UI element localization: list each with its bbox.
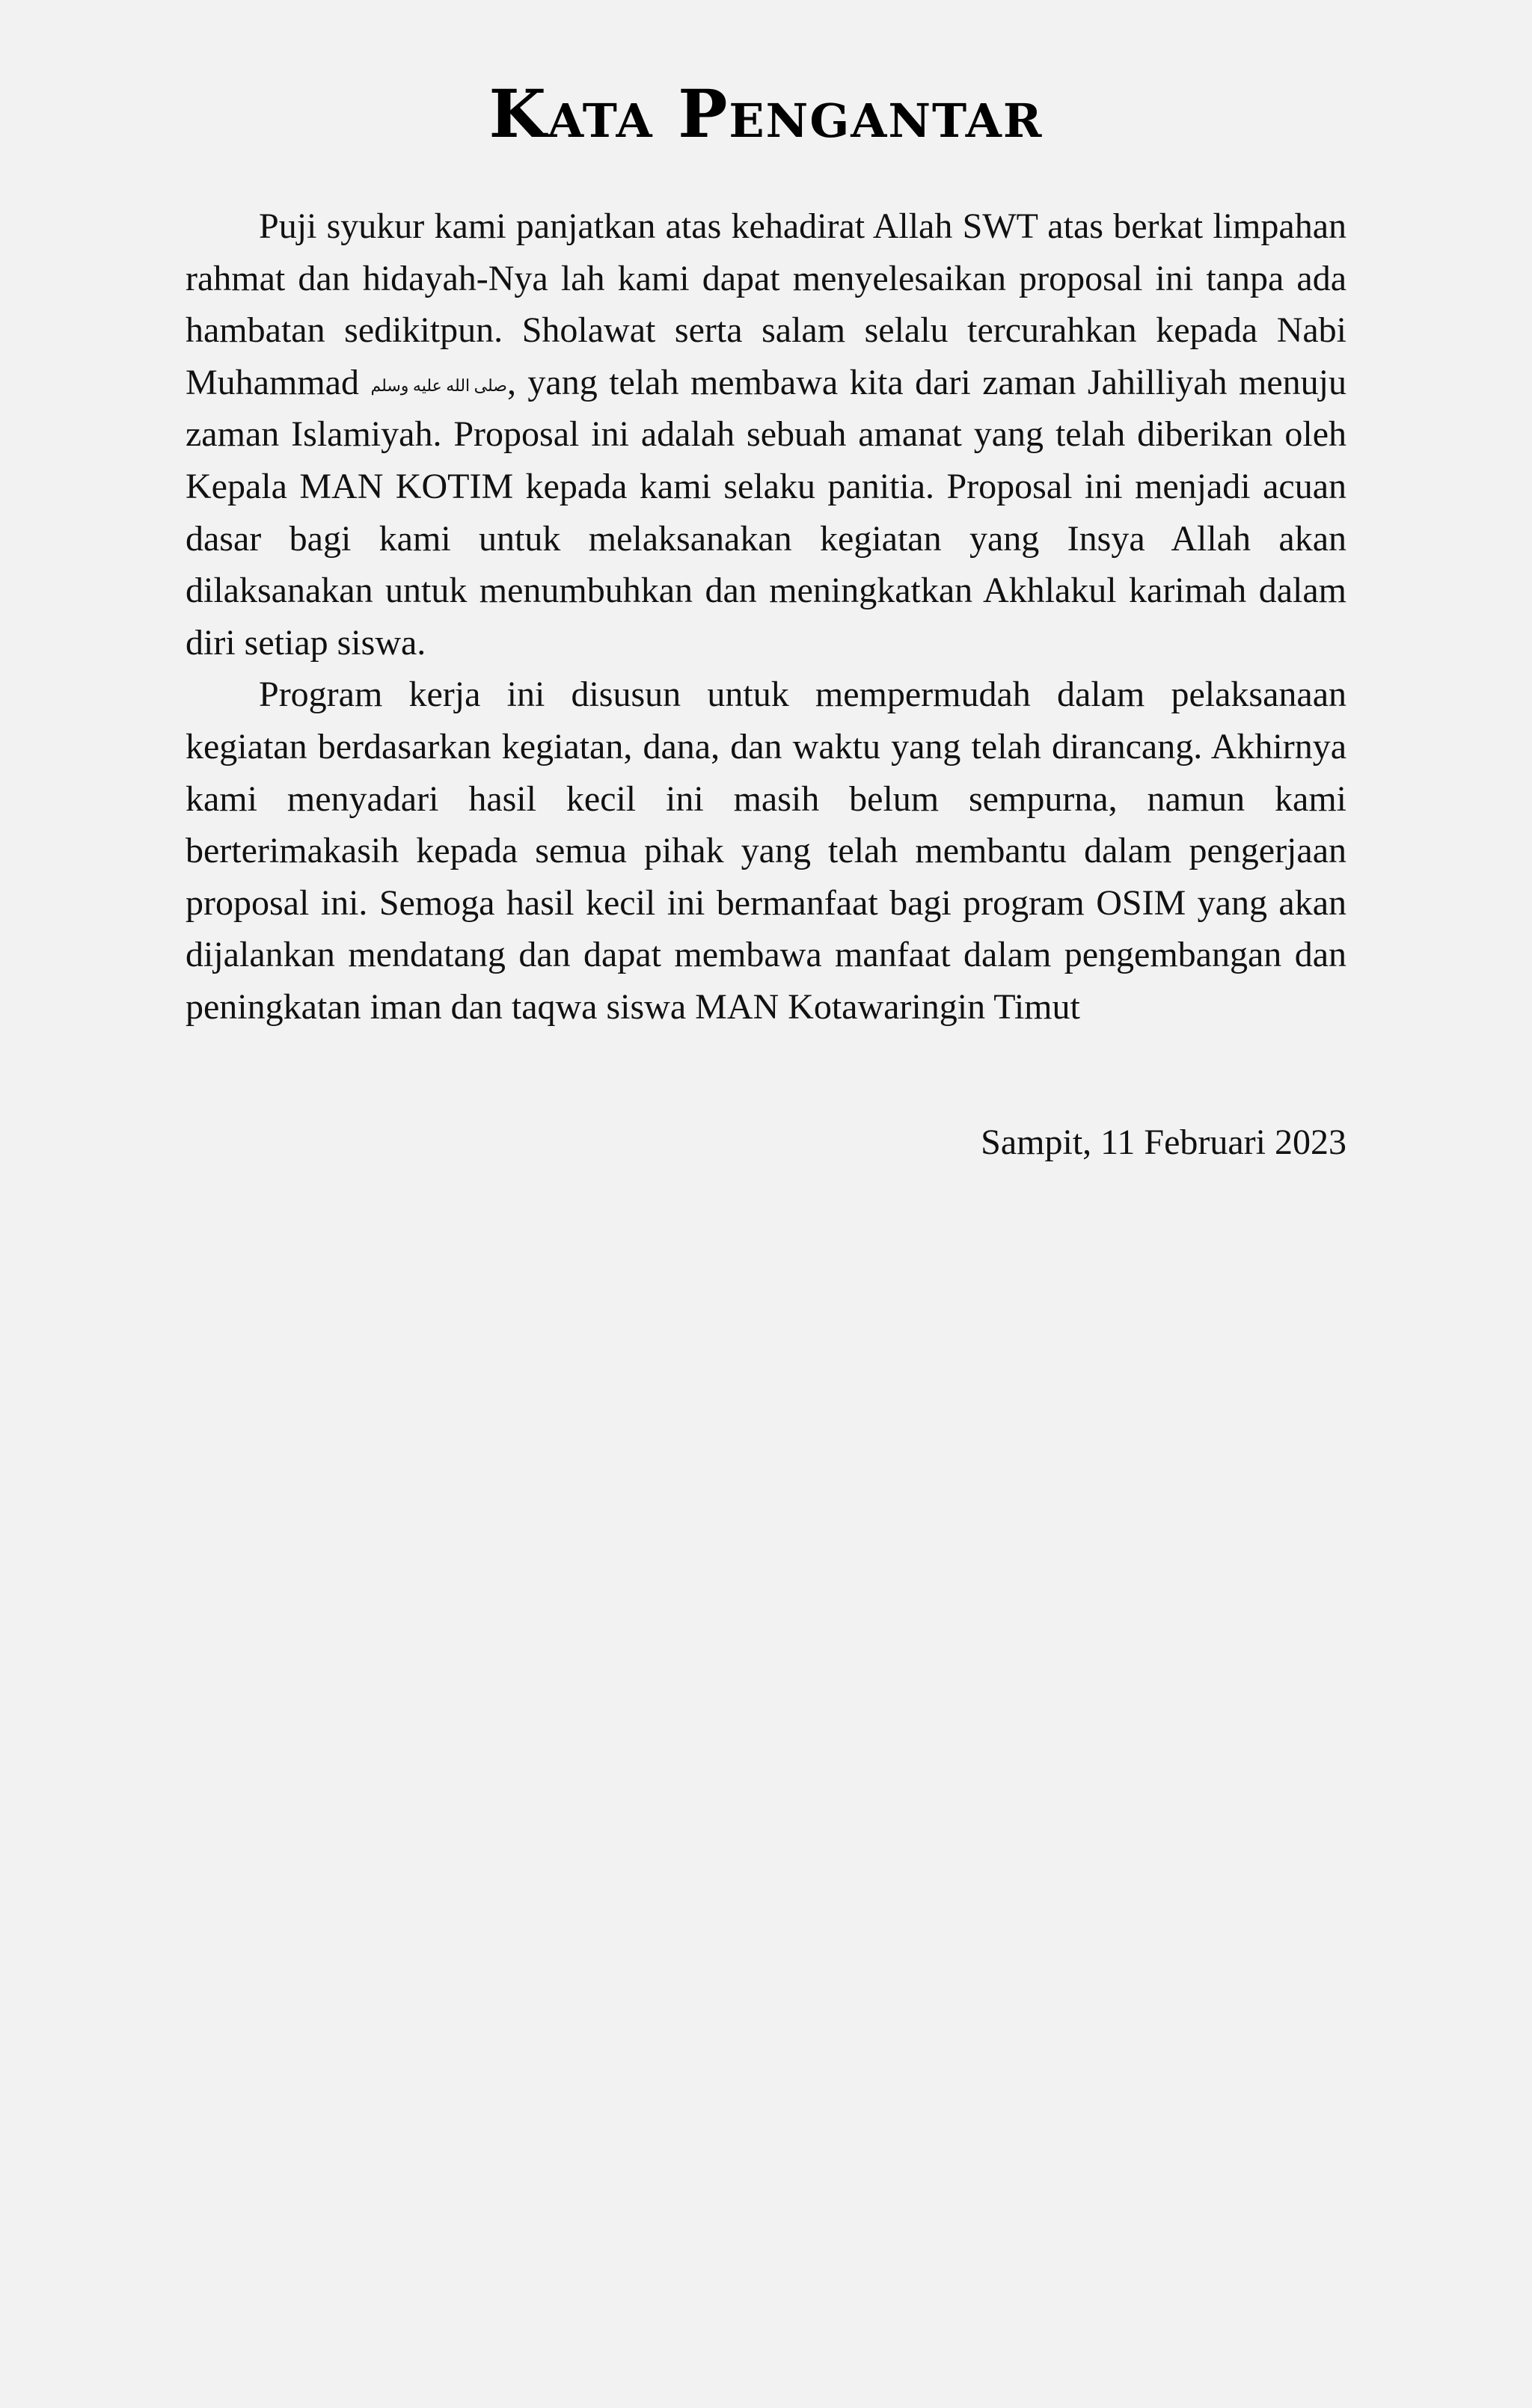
- paragraph-1-text-start: Puji syukur kami panjatkan atas kehadirat Allah SWT atas berkat limpahan rahmat dan hidayah-Nya lah kami dapat menyelesaikan proposal ini tanpa ada hambatan sedikitpun. Sholawat serta salam selalu tercurahkan kepada Nabi Muhammad: [186, 206, 1346, 402]
- salawat-symbol: صلى الله عليه وسلم: [370, 375, 507, 395]
- document-body: [186, 200, 1346, 1033]
- page-title: Kata Pengantar: [488, 75, 1044, 153]
- paragraph-2: Program kerja ini disusun untuk mempermudah dalam pelaksanaan kegiatan berdasarkan kegiatan, dana, dan waktu yang telah dirancang. Akhirnya kami menyadari hasil kecil ini masih belum sempurna, namun kami berterimakasih kepada semua pihak yang telah membantu dalam pengerjaan proposal ini. Semoga hasil kecil ini bermanfaat bagi program OSIM yang akan dijalankan mendatang dan dapat membawa manfaat dalam pengembangan dan peningkatan iman dan taqwa siswa MAN Kotawaringin Timut: [186, 675, 1346, 1027]
- date-line: Sampit, 11 Februari 2023: [981, 1122, 1346, 1162]
- paragraph-1: [186, 200, 1346, 669]
- paragraph-1-text-end: , yang telah membawa kita dari zaman Jahilliyah menuju zaman Islamiyah. Proposal ini adalah sebuah amanat yang telah diberikan oleh Kepala MAN KOTIM kepada kami selaku panitia. Proposal ini menjadi acuan dasar bagi kami untuk melaksanakan kegiatan yang Insya Allah akan dilaksanakan untuk menumbuhkan dan meningkatkan Akhlakul karimah dalam diri setiap siswa.: [186, 362, 1347, 663]
